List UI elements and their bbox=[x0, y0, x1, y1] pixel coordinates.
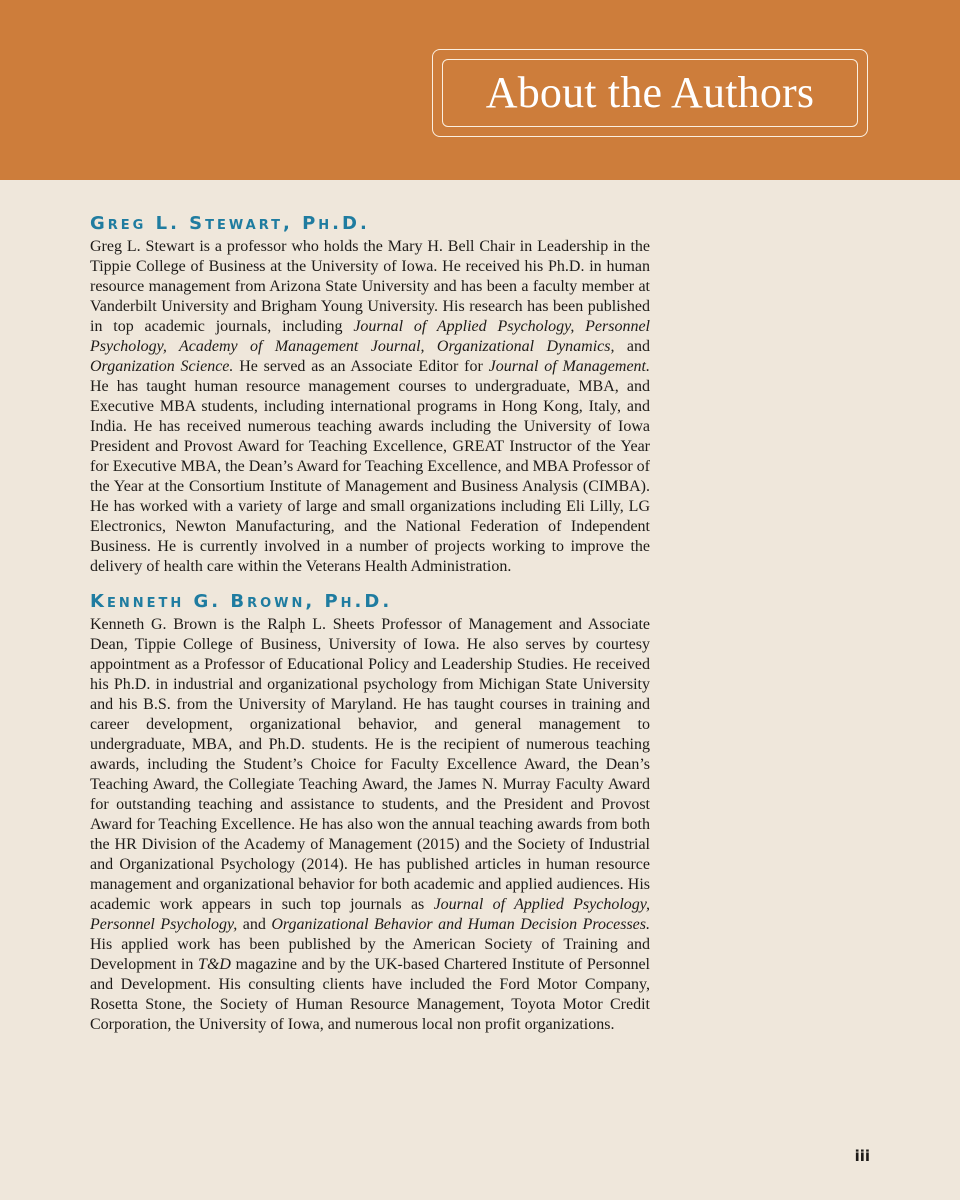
bio-text-run: His applied work has been published by the American Society of Training and Development in bbox=[90, 936, 650, 973]
bio-text-run: He has taught human resource management courses to undergraduate, MBA, and Executive MBA students, including international programs in Hong Kong, Italy, and India. He has received numerous teaching awards including the University of Iowa President and Provost Award for Teaching Excellence, GREAT Instructor of the Year for Executive MBA, the Dean’s Award for Teaching Excellence, and MBA Professor of the Year at the Consortium Institute of Management and Business Analysis (CIMBA). He has worked with a variety of large and small organizations including Eli Lilly, LG Electronics, Newton Manufacturing, and the National Federation of Independent Business. He is currently involved in a number of projects working to improve the delivery of health care within the Veterans Health Administration. bbox=[90, 378, 650, 575]
bio-text-run: and bbox=[614, 338, 650, 355]
header-band bbox=[0, 0, 960, 180]
italic-title: Journal of Applied Psychology, Personnel Psychology, bbox=[90, 896, 651, 933]
bio-text-run: He served as an Associate Editor for bbox=[233, 358, 489, 375]
italic-title: T&D bbox=[198, 956, 231, 973]
page-title: About the Authors bbox=[485, 68, 815, 117]
author-bio-stewart bbox=[90, 213, 650, 577]
bio-text-run: magazine and by the UK-based Chartered Institute of Personnel and Development. His consulting clients have included the Ford Motor Company, Rosetta Stone, the Society of Human Resource Management, Toyota Motor Credit Corporation, the University of Iowa, and numerous local non profit organizations. bbox=[90, 956, 651, 1033]
author-name: Kenneth G. Brown, Ph.D. bbox=[90, 591, 393, 612]
italic-title: Journal of Applied Psychology, Personnel Psychology, Academy of Management Journal, Organizational Dynamics, bbox=[90, 318, 651, 355]
author-bio-brown bbox=[90, 591, 650, 1035]
author-name: Greg L. Stewart, Ph.D. bbox=[90, 213, 370, 234]
author-bio-text bbox=[90, 615, 650, 1035]
italic-title: Journal of Management. bbox=[488, 358, 650, 375]
title-frame bbox=[432, 49, 868, 137]
italic-title: Organizational Behavior and Human Decision Processes. bbox=[271, 916, 650, 933]
bio-text-run: and bbox=[237, 916, 272, 933]
author-bio-text bbox=[90, 237, 650, 577]
authors-content bbox=[90, 213, 650, 1049]
bio-text-run: Kenneth G. Brown is the Ralph L. Sheets Professor of Management and Associate Dean, Tippie College of Business, University of Iowa. He also serves by courtesy appointment as a Professor of Educational Policy and Leadership Studies. He received his Ph.D. in industrial and organizational psychology from Michigan State University and his B.S. from the University of Maryland. He has taught courses in training and career development, organizational behavior, and general management to undergraduate, MBA, and Ph.D. students. He is the recipient of numerous teaching awards, including the Student’s Choice for Faculty Excellence Award, the Dean’s Teaching Award, the Collegiate Teaching Award, the James N. Murray Faculty Award for outstanding teaching and assistance to students, and the President and Provost Award for Teaching Excellence. He has also won the annual teaching awards from both the HR Division of the Academy of Management (2015) and the Society of Industrial and Organizational Psychology (2014). He has published articles in human resource management and organizational behavior for both academic and applied audiences. His academic work appears in such top journals as bbox=[90, 616, 650, 913]
page-number: iii bbox=[854, 1147, 870, 1165]
bio-text-run: Greg L. Stewart is a professor who holds the Mary H. Bell Chair in Leadership in the Tippie College of Business at the University of Iowa. He received his Ph.D. in human resource management from Arizona State University and has been a faculty member at Vanderbilt University and Brigham Young University. His research has been published in top academic journals, including bbox=[90, 238, 650, 335]
italic-title: Organization Science. bbox=[90, 358, 234, 375]
